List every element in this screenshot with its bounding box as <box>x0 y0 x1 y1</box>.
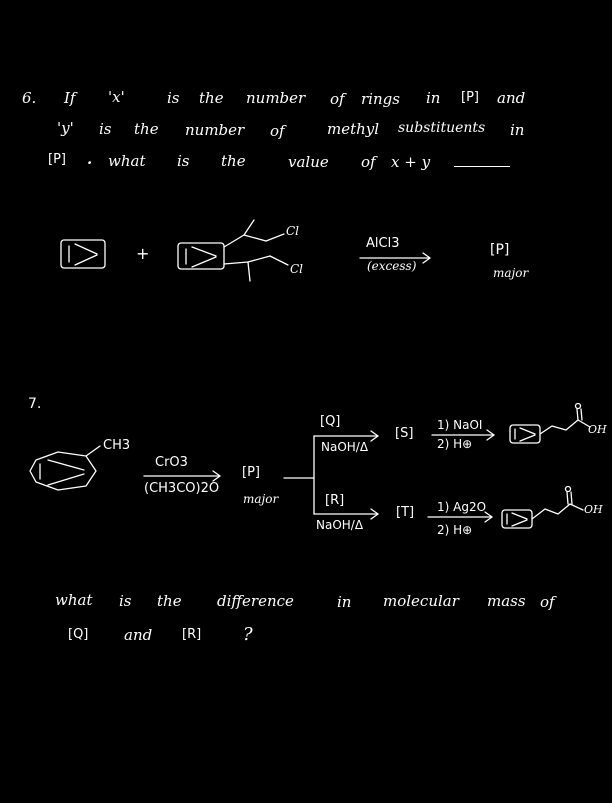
q6-word: in <box>510 121 525 139</box>
product-major: major <box>493 266 529 280</box>
q6-word: is <box>167 89 180 107</box>
r-label: [R] <box>325 493 345 508</box>
upper-step-1: 1) NaOI <box>437 418 483 432</box>
q7-word: [Q] <box>68 627 89 642</box>
q6-word: number <box>185 121 245 139</box>
q6-word: of <box>270 122 285 140</box>
q6-word: 'x' <box>108 88 125 106</box>
q7-word: difference <box>217 592 294 610</box>
q6-word: number <box>246 89 306 107</box>
q7-word: and <box>124 626 153 644</box>
q6-word: in <box>426 89 441 107</box>
plus-sign: + <box>136 244 150 263</box>
q6-word: x + y <box>391 153 431 171</box>
q6-word: the <box>134 120 159 138</box>
q7-word: mass <box>487 592 526 610</box>
q7-word: the <box>157 592 182 610</box>
q6-word: is <box>99 120 112 138</box>
hydroxyl-label: OH <box>584 503 603 516</box>
s-label: [S] <box>395 426 414 441</box>
q6-word: 'y' <box>57 119 74 137</box>
q7-number: 7. <box>28 396 42 412</box>
reagent-alcl3: AlCl3 <box>366 236 400 251</box>
q7-word: ? <box>243 624 253 645</box>
q6-word: If <box>64 89 76 107</box>
p-major: major <box>243 492 279 506</box>
q-label: [Q] <box>320 414 341 429</box>
t-label: [T] <box>396 505 415 520</box>
q6-number: 6. <box>22 89 37 107</box>
q7-word: in <box>337 593 352 611</box>
q6-word: substituents <box>398 120 486 136</box>
q6-word: of <box>330 90 345 108</box>
q7-word: is <box>119 592 132 610</box>
q6-word: the <box>199 89 224 107</box>
q6-word: what <box>108 152 146 170</box>
q6-word: value <box>288 153 329 171</box>
lower-step-2: 2) H⊕ <box>437 523 473 537</box>
cinnamic-acid-upper <box>510 404 590 444</box>
product-p: [P] <box>490 242 510 258</box>
upper-condition: NaOH/Δ <box>321 440 369 454</box>
chlorine-label: Cl <box>290 262 304 276</box>
q6-word: is <box>177 152 190 170</box>
lower-step-1: 1) Ag2O <box>437 500 487 514</box>
q6-word: [P] <box>461 90 479 105</box>
q7-main-arrow <box>144 471 220 481</box>
q6-word: of <box>361 153 376 171</box>
hydroxyl-label: OH <box>588 423 607 436</box>
q7-word: [R] <box>182 627 202 642</box>
q7-word: molecular <box>383 592 459 610</box>
q7-word: of <box>540 593 555 611</box>
q6-word: and <box>497 89 526 107</box>
upper-step-2: 2) H⊕ <box>437 437 473 451</box>
methyl-group: CH3 <box>103 438 131 453</box>
reagent-acetic-anhydride: (CH3CO)2O <box>144 481 220 496</box>
chlorine-label: Cl <box>286 224 300 238</box>
p-label: [P] <box>242 465 260 480</box>
q6-word: the <box>221 152 246 170</box>
q6-word: methyl <box>327 120 380 138</box>
q7-word: what <box>55 591 93 609</box>
q6-word: [P] <box>48 152 66 167</box>
lower-condition: NaOH/Δ <box>316 518 364 532</box>
toluene-ring <box>30 446 100 490</box>
cinnamic-acid-lower <box>502 487 583 529</box>
q6-word: . <box>87 150 93 168</box>
q6-word: rings <box>361 90 400 108</box>
reagent-excess: (excess) <box>367 259 417 273</box>
reagent-cro3: CrO3 <box>155 455 188 470</box>
